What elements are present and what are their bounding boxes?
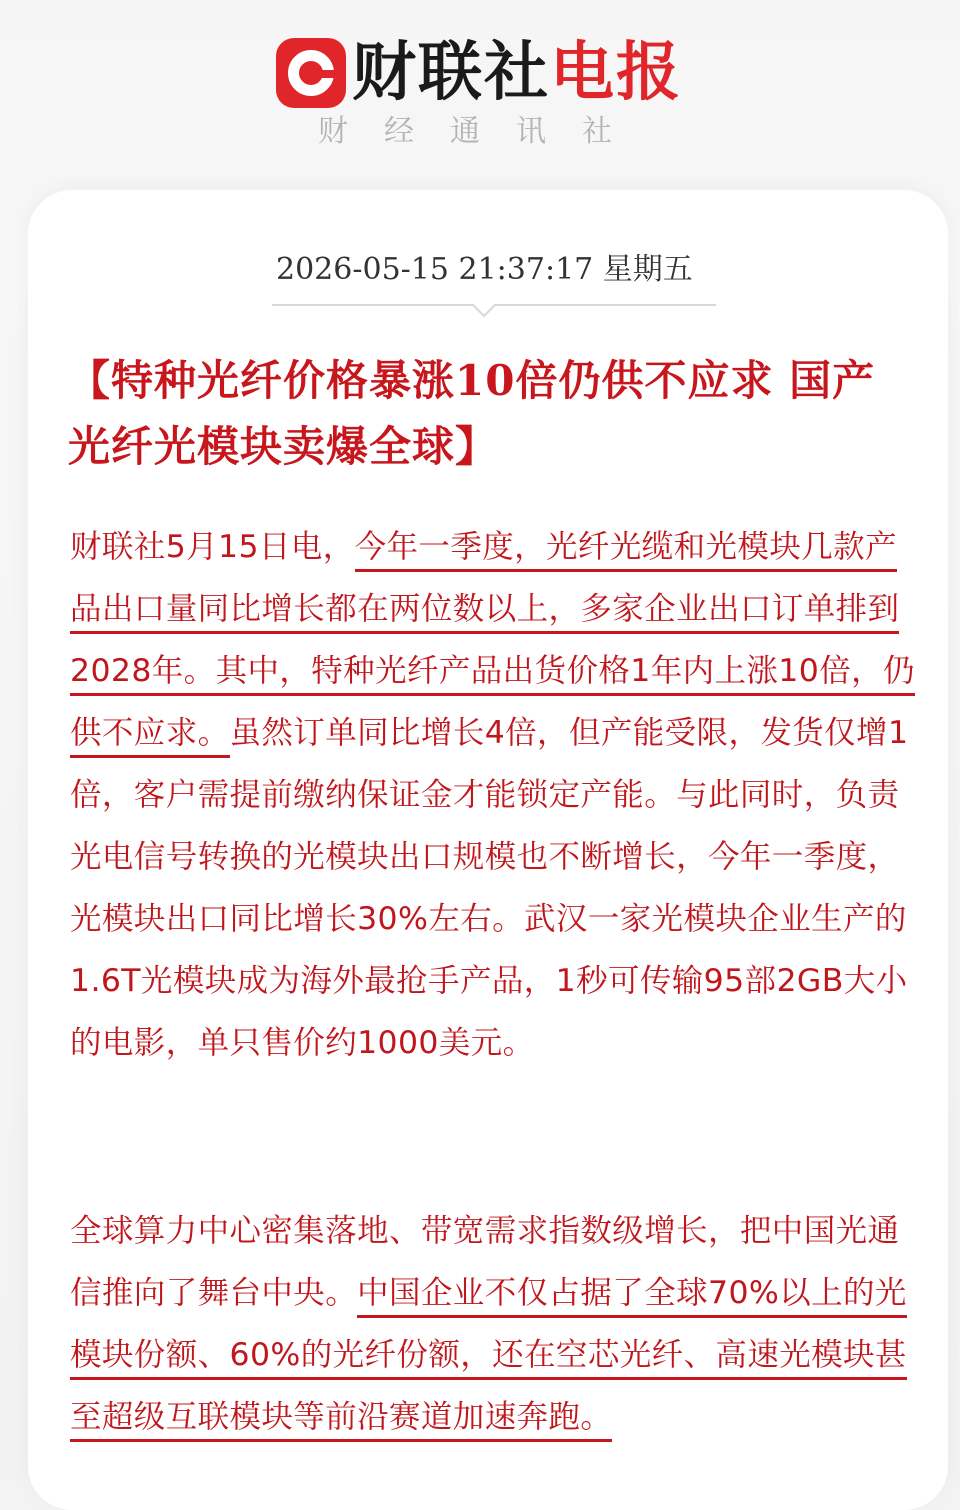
paragraph-2-lead: 全球算力中心密集落地、带宽需求指数级增长，把中国光通信推向了舞台中央。 bbox=[70, 1213, 900, 1311]
article-paragraph-2 bbox=[70, 1200, 918, 1448]
article-paragraph-1 bbox=[70, 516, 918, 1074]
brand-name-black: 财联社 bbox=[352, 36, 550, 110]
brand-logo bbox=[276, 32, 682, 114]
brand-header bbox=[0, 18, 960, 158]
paragraph-2-highlight: 中国企业不仅占据了全球70%以上的光模块份额、60%的光纤份额，还在空芯光纤、高速光模块甚至超级互联模块等前沿赛道加速奔跑。 bbox=[70, 1275, 907, 1442]
brand-subtitle: 财经通讯社 bbox=[318, 114, 648, 149]
paragraph-1-rest: 虽然订单同比增长4倍，但产能受限，发货仅增1倍，客户需提前缴纳保证金才能锁定产能。与此同时，负责光电信号转换的光模块出口规模也不断增长，今年一季度，光模块出口同比增长30%左右。武汉一家光模块企业生产的1.6T光模块成为海外最抢手产品，1秒可传输95部2GB大小的电影，单只售价约1000美元。 bbox=[70, 715, 909, 1061]
brand-name-red: 电报 bbox=[550, 36, 682, 110]
paragraph-1-lead: 财联社5月15日电， bbox=[70, 529, 355, 565]
article-datetime: 2026-05-15 21:37:17 星期五 bbox=[276, 252, 693, 287]
paragraph-1-highlight: 今年一季度，光纤光缆和光模块几款产品出口量同比增长都在两位数以上，多家企业出口订单排到2028年。其中，特种光纤产品出货价格1年内上涨10倍，仍供不应求。 bbox=[70, 529, 915, 758]
c-logo-icon bbox=[276, 38, 346, 108]
article-headline: 【特种光纤价格暴涨10倍仍供不应求 国产光纤光模块卖爆全球】 bbox=[68, 356, 876, 471]
brand-name bbox=[352, 32, 682, 114]
